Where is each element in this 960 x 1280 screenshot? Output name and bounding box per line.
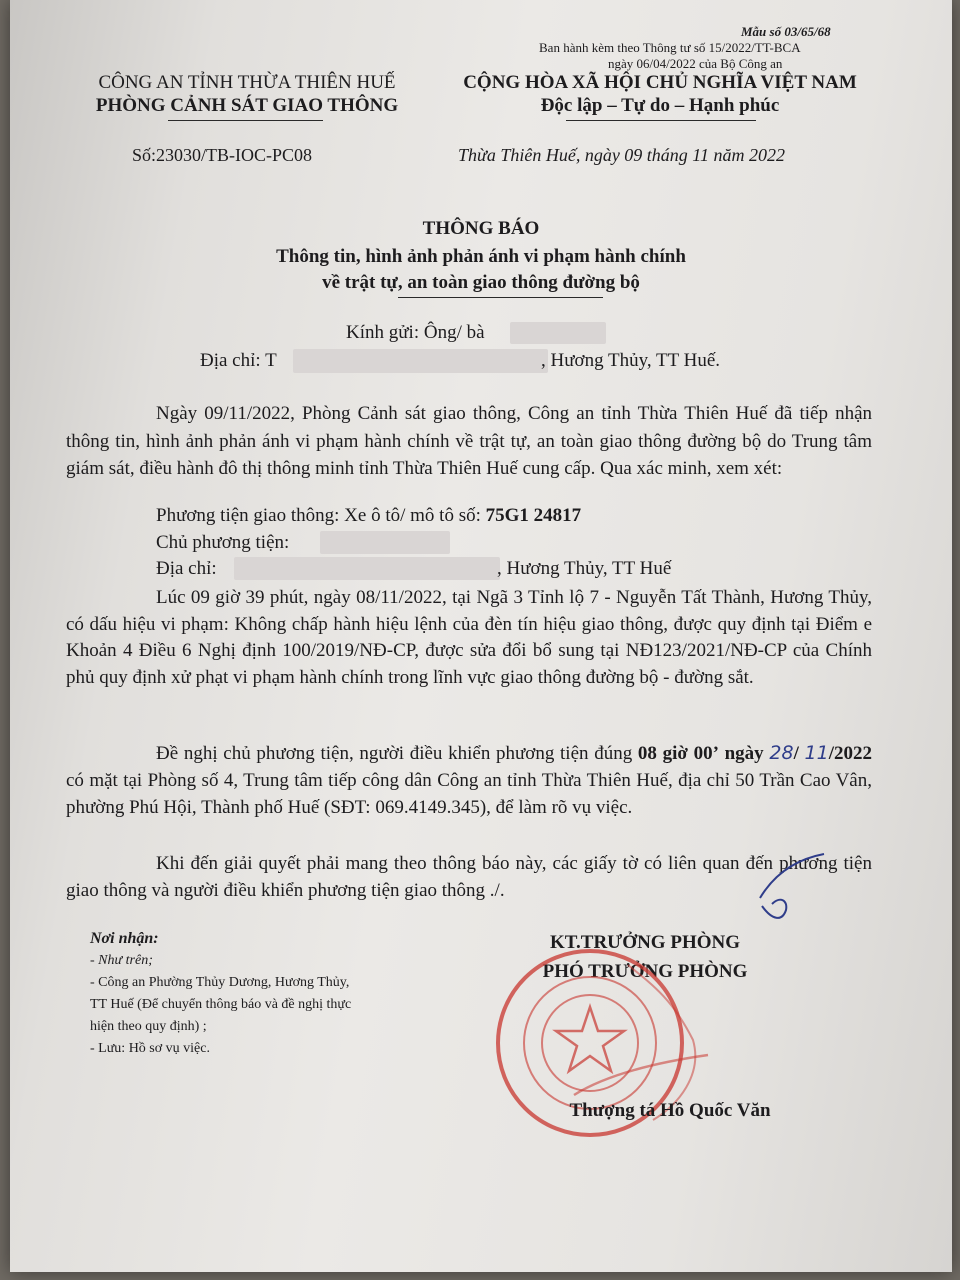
- signer-name: Thượng tá Hồ Quốc Văn: [569, 1100, 771, 1121]
- redacted-owner: [320, 531, 450, 554]
- doc-number: Số:23030/TB-IOC-PC08: [132, 145, 313, 165]
- form-number: Mẫu số 03/65/68: [741, 24, 831, 39]
- recipient-address-label: Địa chỉ: T: [200, 350, 277, 371]
- paragraph-violation: Lúc 09 giờ 39 phút, ngày 08/11/2022, tại Ngã 3 Tỉnh lộ 7 - Nguyễn Tất Thành, Hương Thủy, có dấu hiệu vi phạm: Không chấp hành hiệu lệnh của đèn tín hiệu giao thông, được quy định tại Điểm e Khoản 4 Điều 6 Nghị định 100/2019/NĐ-CP, được sửa đổi bổ sung tại NĐ123/2021/NĐ-CP của Chính phủ quy định xử phạt vi phạm hành chính trong lĩnh vực giao thông đường bộ - đường sắt.: [66, 587, 872, 688]
- request-time: 08 giờ 00’: [637, 743, 719, 764]
- notice-subtitle-1: Thông tin, hình ảnh phản ánh vi phạm hành chính: [276, 246, 686, 267]
- redacted-owner-address: [234, 557, 500, 580]
- request-post: có mặt tại Phòng số 4, Trung tâm tiếp công dân Công an tỉnh Thừa Thiên Huế, địa chỉ 50 Trần Cao Vân, phường Phú Hội, Thành phố Huế (SĐT: 069.4149.345), để làm rõ vụ việc.: [66, 770, 872, 818]
- place-date: Thừa Thiên Huế, ngày 09 tháng 11 năm 2022: [458, 145, 785, 165]
- request-month-handwritten: 11: [804, 742, 829, 764]
- redacted-address: [293, 349, 548, 373]
- owner-address-tail: , Hương Thủy, TT Huế: [497, 558, 672, 579]
- salutation: Kính gửi: Ông/ bà: [346, 322, 485, 343]
- request-day-label: ngày: [724, 743, 770, 764]
- agency-unit: PHÒNG CẢNH SÁT GIAO THÔNG: [95, 95, 399, 116]
- recipient-item: - Công an Phường Thủy Dương, Hương Thủy,: [90, 975, 350, 990]
- recipient-item: - Như trên;: [90, 953, 153, 968]
- owner-address-label: Địa chỉ:: [156, 558, 217, 579]
- country-name: CỘNG HÒA XÃ HỘI CHỦ NGHĨA VIỆT NAM: [463, 72, 857, 93]
- vehicle-label: Phương tiện giao thông: Xe ô tô/ mô tô số:: [156, 505, 486, 526]
- signature-title: KT.TRƯỞNG PHÒNG: [550, 932, 740, 953]
- form-issued-date: ngày 06/04/2022 của Bộ Công an: [608, 56, 783, 71]
- title-underline: [398, 297, 603, 298]
- agency-underline: [168, 120, 323, 121]
- recipient-item: TT Huế (Để chuyển thông báo và đề nghị thực: [90, 997, 352, 1012]
- form-issued-with: Ban hành kèm theo Thông tư số 15/2022/TT-BCA: [539, 40, 801, 55]
- recipient-item: hiện theo quy định) ;: [90, 1019, 207, 1034]
- license-plate: 75G1 24817: [485, 505, 582, 526]
- request-year: /2022: [828, 743, 872, 764]
- document-page: [10, 0, 952, 1272]
- motto-underline: [566, 120, 756, 121]
- paragraph-closing: Khi đến giải quyết phải mang theo thông báo này, các giấy tờ có liên quan đến phương tiện giao thông và người điều khiển phương tiện giao thông ./.: [66, 853, 872, 901]
- owner-label: Chủ phương tiện:: [156, 532, 290, 553]
- notice-subtitle-2: về trật tự, an toàn giao thông đường bộ: [322, 272, 640, 293]
- recipient-address-tail: , Hương Thủy, TT Huế.: [541, 350, 721, 371]
- agency-parent: CÔNG AN TỈNH THỪA THIÊN HUẾ: [98, 72, 396, 93]
- notice-title: THÔNG BÁO: [422, 218, 540, 239]
- request-pre: Đề nghị chủ phương tiện, người điều khiển phương tiện đúng: [156, 743, 638, 764]
- redacted-name: [510, 322, 606, 344]
- vehicle-line: [156, 505, 581, 527]
- signature-subtitle: PHÓ TRƯỞNG PHÒNG: [542, 961, 748, 982]
- initial-mark-icon: [752, 848, 832, 928]
- paragraph-request: Đề nghị chủ phương tiện, người điều khiển phương tiện đúng 08 giờ 00’ ngày 28/ 11/2022 có mặt tại Phòng số 4, Trung tâm tiếp công dân Công an tỉnh Thừa Thiên Huế, địa chỉ 50 Trần Cao Vân, phường Phú Hội, Thành phố Huế (SĐT: 069.4149.345), để làm rõ vụ việc.: [66, 742, 872, 818]
- motto: Độc lập – Tự do – Hạnh phúc: [540, 95, 780, 116]
- recipient-item: - Lưu: Hồ sơ vụ việc.: [90, 1041, 210, 1056]
- request-day-handwritten: 28: [769, 742, 794, 764]
- paragraph-intro: Ngày 09/11/2022, Phòng Cảnh sát giao thông, Công an tỉnh Thừa Thiên Huế đã tiếp nhận thông tin, hình ảnh phản ánh vi phạm hành chính về trật tự, an toàn giao thông đường bộ do Trung tâm giám sát, điều hành đô thị thông minh tỉnh Thừa Thiên Huế cung cấp. Qua xác minh, xem xét:: [66, 403, 872, 479]
- recipients-title: Nơi nhận:: [90, 930, 159, 947]
